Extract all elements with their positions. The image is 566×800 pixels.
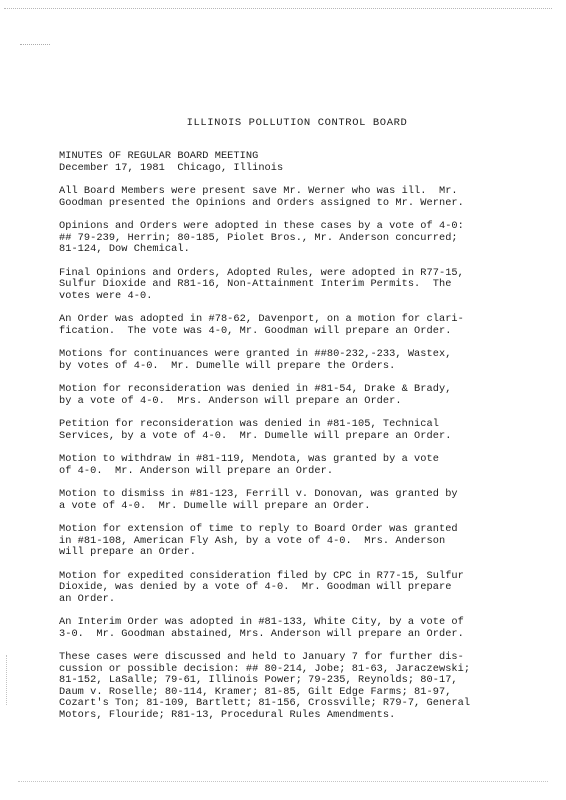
paragraph-line: Opinions and Orders were adopted in these cases by a vote of 4-0:	[59, 220, 464, 232]
document-heading: ILLINOIS POLLUTION CONTROL BOARD	[186, 117, 408, 129]
minutes-paragraph	[59, 419, 529, 442]
paragraph-line: in #81-108, American Fly Ash, by a vote of 4-0. Mrs. Anderson	[59, 534, 446, 547]
minutes-paragraph	[59, 617, 529, 640]
paragraph-line: by a vote of 4-0. Mrs. Anderson will prepare an Order.	[59, 394, 402, 407]
paragraph-line: will prepare an Order.	[59, 546, 197, 558]
paragraph-line: Goodman presented the Opinions and Orders assigned to Mr. Werner.	[59, 196, 464, 209]
paragraph-line: Motion to dismiss in #81-123, Ferrill v. Donovan, was granted by	[59, 488, 458, 500]
paragraph-line: 3-0. Mr. Goodman abstained, Mrs. Anderson will prepare an Order.	[59, 627, 464, 640]
minutes-paragraph	[59, 489, 529, 512]
paragraph-line: Motion to withdraw in #81-119, Mendota, was granted by a vote	[59, 453, 439, 465]
minutes-paragraph	[59, 652, 529, 721]
paragraph-line: Dioxide, was denied by a vote of 4-0. Mr. Goodman will prepare	[59, 581, 452, 593]
minutes-paragraph	[59, 268, 529, 303]
paragraph-line: Petition for reconsideration was denied in #81-105, Technical	[59, 418, 439, 430]
minutes-paragraphs	[59, 186, 529, 721]
minutes-title	[59, 151, 529, 174]
paragraph-line: of 4-0. Mr. Anderson will prepare an Order.	[59, 464, 334, 477]
minutes-paragraph	[59, 221, 529, 256]
scan-artifact-bottom	[18, 781, 548, 785]
minutes-paragraph	[59, 454, 529, 477]
minutes-paragraph	[59, 571, 529, 606]
paragraph-line: Services, by a vote of 4-0. Mr. Dumelle will prepare an Order.	[59, 429, 452, 442]
margin-stamp-mark	[6, 655, 21, 705]
scan-artifact-top	[4, 8, 552, 13]
scan-artifact-mark	[20, 44, 50, 48]
paragraph-line: An Order was adopted in #78-62, Davenport, on a motion for clari-	[59, 313, 464, 325]
meeting-date-line: December 17, 1981 Chicago, Illinois	[59, 161, 284, 174]
minutes-paragraph	[59, 384, 529, 407]
paragraph-line: These cases were discussed and held to January 7 for further dis-	[59, 651, 464, 663]
paragraph-line: by votes of 4-0. Mr. Dumelle will prepare the Orders.	[59, 359, 396, 372]
paragraph-line: ## 79-239, Herrin; 80-185, Piolet Bros., Mr. Anderson concurred;	[59, 231, 458, 244]
paragraph-line: 81-124, Dow Chemical.	[59, 243, 190, 255]
paragraph-line: fication. The vote was 4-0, Mr. Goodman will prepare an Order.	[59, 324, 452, 337]
minutes-paragraph	[59, 186, 529, 209]
paragraph-line: All Board Members were present save Mr. Werner who was ill. Mr.	[59, 185, 458, 197]
minutes-body	[59, 151, 529, 733]
paragraph-line: a vote of 4-0. Mr. Dumelle will prepare an Order.	[59, 499, 371, 512]
paragraph-line: Final Opinions and Orders, Adopted Rules, were adopted in R77-15,	[59, 266, 464, 279]
paragraph-line: Motions for continuances were granted in ##80-232,-233, Wastex,	[59, 348, 452, 360]
paragraph-line: Sulfur Dioxide and R81-16, Non-Attainment Interim Permits. The	[59, 278, 452, 290]
paragraph-line: An Interim Order was adopted in #81-133, White City, by a vote of	[59, 616, 464, 628]
paragraph-line: 81-152, LaSalle; 79-61, Illinois Power; 79-235, Reynolds; 80-17,	[59, 674, 458, 686]
paragraph-line: Motion for extension of time to reply to Board Order was granted	[59, 523, 458, 535]
paragraph-line: an Order.	[59, 592, 116, 605]
paragraph-line: cussion or possible decision: ## 80-214, Jobe; 81-63, Jaraczewski;	[59, 662, 471, 675]
paragraph-line: Daum v. Roselle; 80-114, Kramer; 81-85, Gilt Edge Farms; 81-97,	[59, 685, 452, 698]
paragraph-line: Motion for reconsideration was denied in #81-54, Drake & Brady,	[59, 383, 452, 395]
paragraph-line: Motion for expedited consideration filed by CPC in R77-15, Sulfur	[59, 569, 464, 582]
minutes-paragraph	[59, 314, 529, 337]
minutes-title-line: MINUTES OF REGULAR BOARD MEETING	[59, 150, 259, 162]
paragraph-line: Cozart's Ton; 81-109, Bartlett; 81-156, Crossville; R79-7, General	[59, 697, 471, 709]
paragraph-line: votes were 4-0.	[59, 289, 153, 302]
paragraph-line: Motors, Flouride; R81-13, Procedural Rules Amendments.	[59, 708, 396, 721]
minutes-paragraph	[59, 349, 529, 372]
minutes-paragraph	[59, 524, 529, 559]
